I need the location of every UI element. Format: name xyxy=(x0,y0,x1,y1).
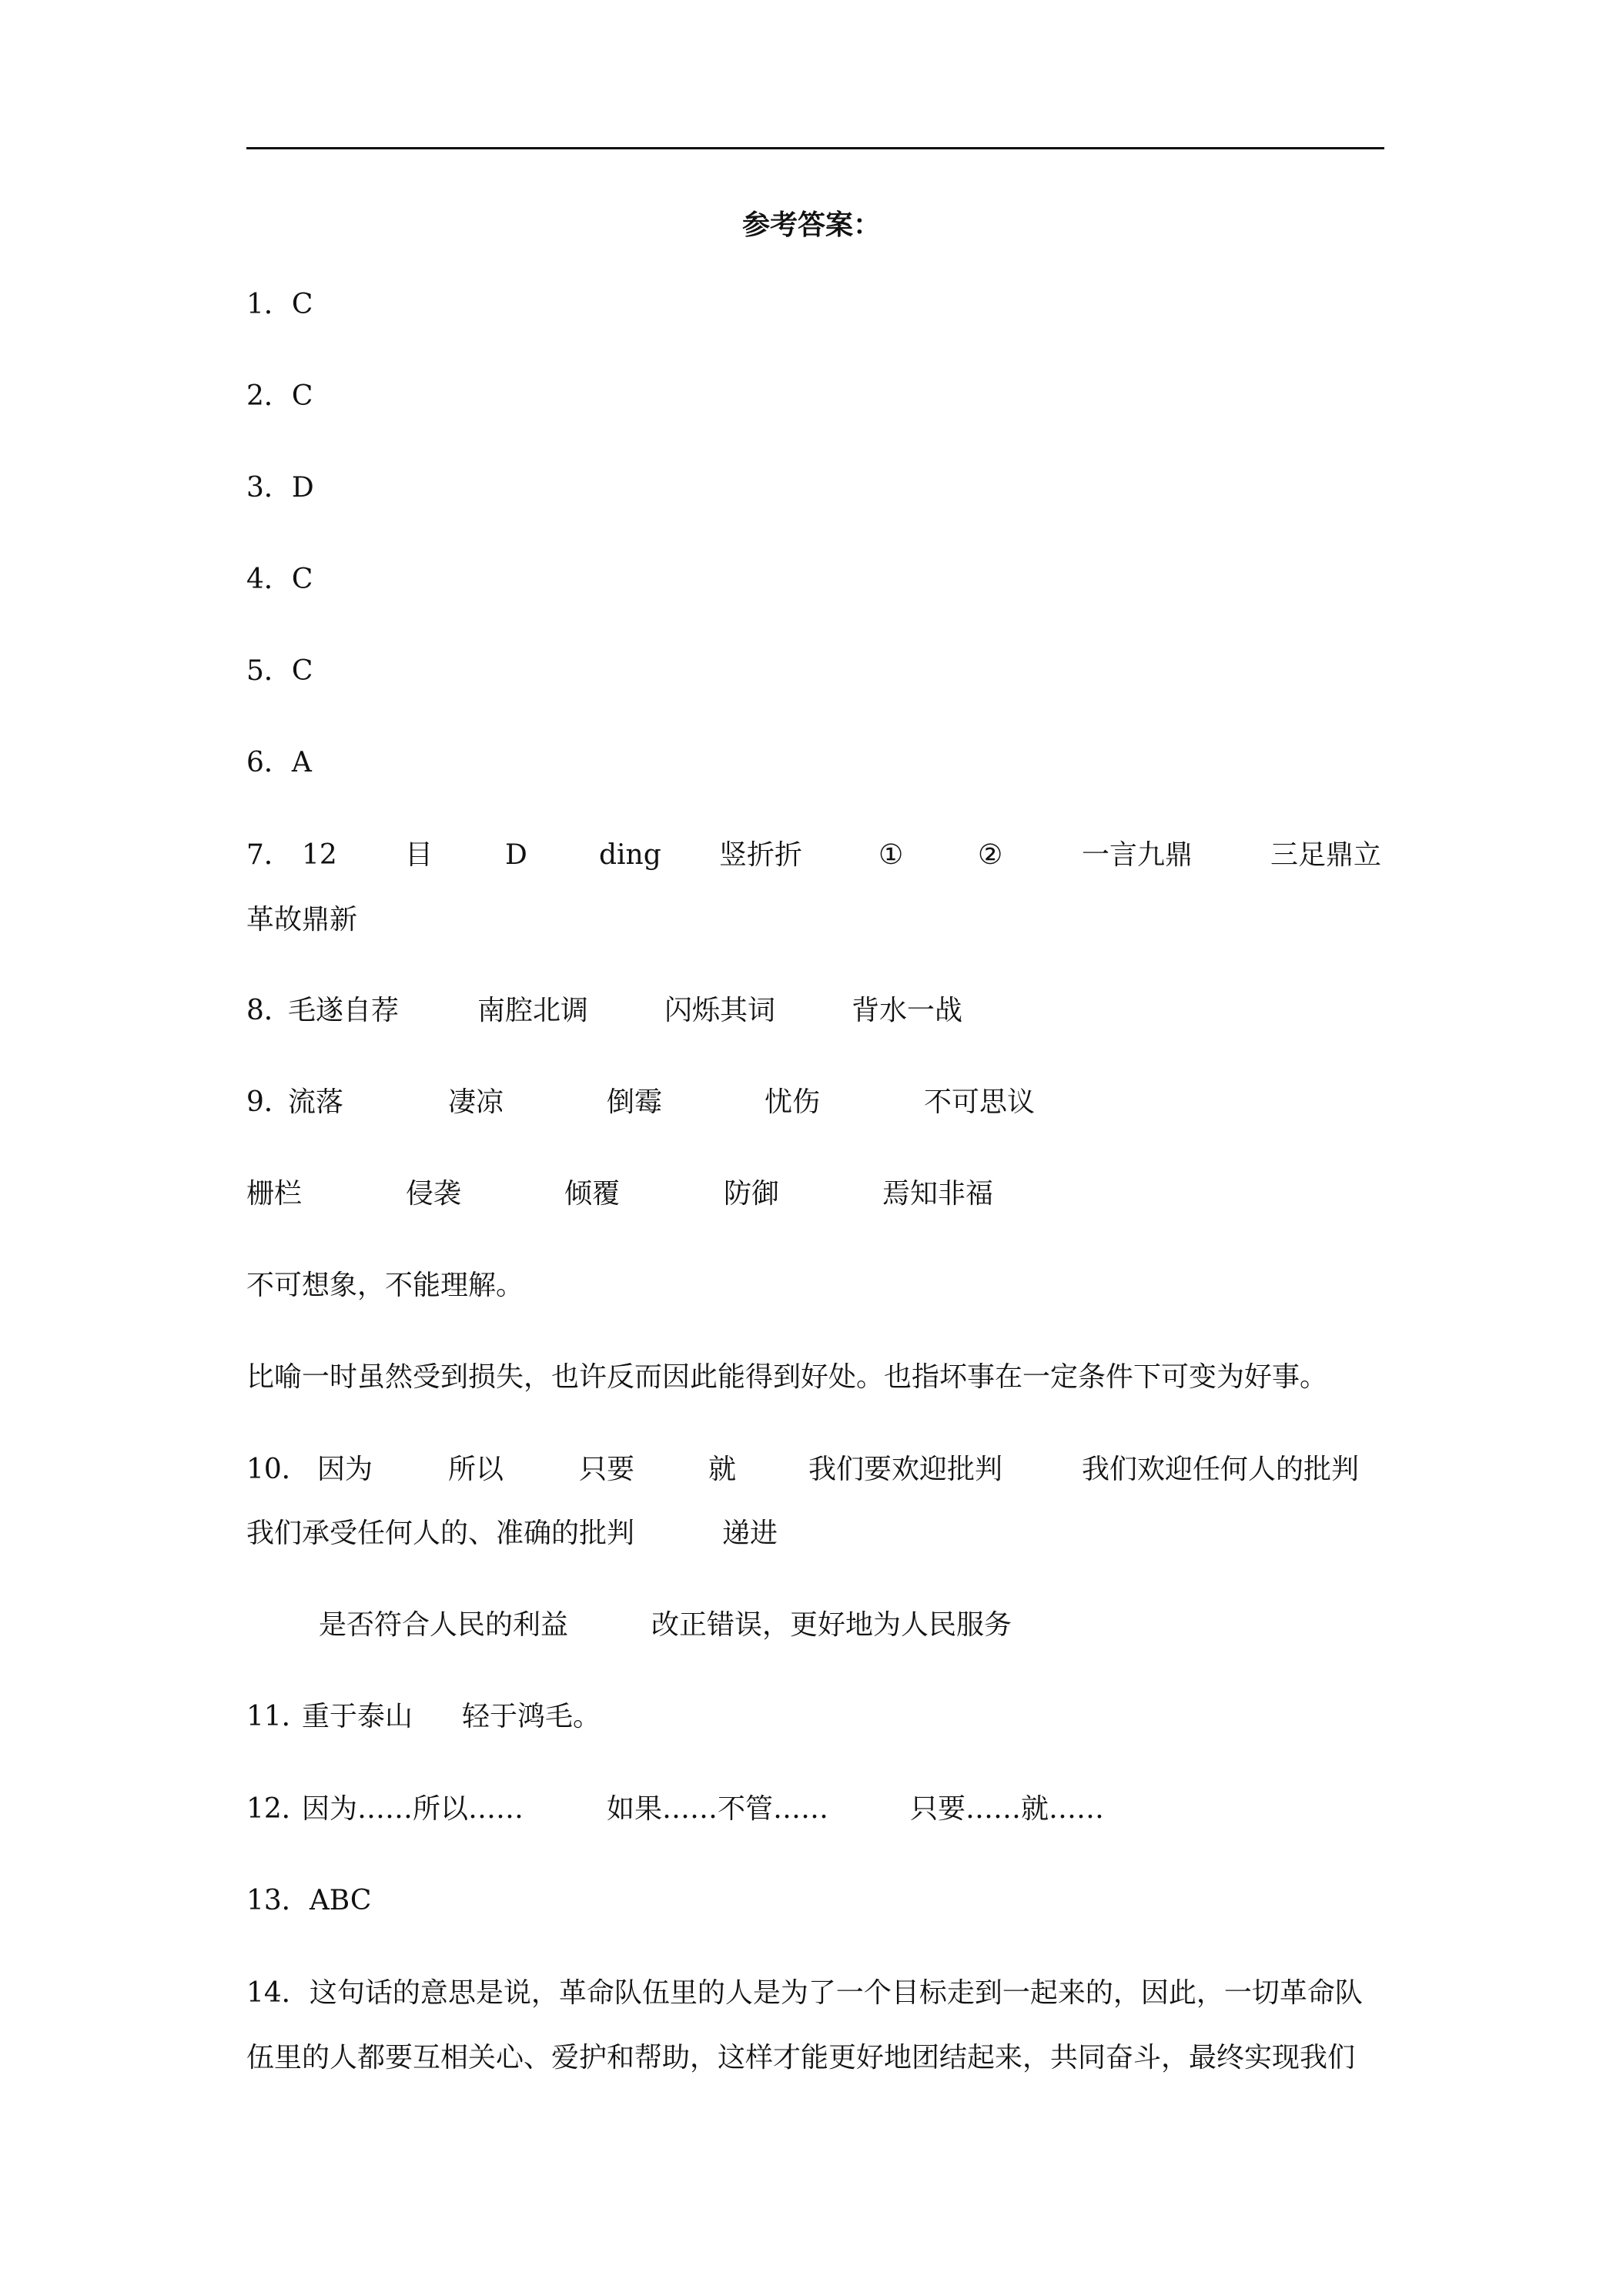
answer-5 xyxy=(246,648,313,694)
answer-item: 南腔北调 xyxy=(477,995,589,1026)
page-title: 参考答案： xyxy=(741,209,881,241)
answer-item: 防御 xyxy=(724,1178,780,1210)
answer-text: C xyxy=(291,564,313,595)
answer-number: 8． xyxy=(246,995,292,1026)
answer-item: 侵袭 xyxy=(406,1178,462,1210)
answer-item: 三足鼎立 xyxy=(1270,839,1382,871)
answer-9-explanation-1: 不可想象，不能理解。 xyxy=(246,1270,524,1301)
answer-item: 焉知非福 xyxy=(882,1178,994,1210)
answer-item: 因为……所以…… xyxy=(302,1793,524,1825)
answer-item: 只要 xyxy=(579,1454,635,1485)
answer-item: 所以 xyxy=(448,1454,504,1485)
answer-3 xyxy=(246,465,314,511)
answer-text: C xyxy=(291,380,313,412)
answer-item: ② xyxy=(978,839,1003,871)
answer-number: 1． xyxy=(246,289,292,320)
answer-number: 9． xyxy=(246,1086,292,1118)
answer-4 xyxy=(246,557,313,603)
answer-item: ding xyxy=(599,839,661,871)
answer-text: D xyxy=(291,472,314,504)
answer-item: 忧伤 xyxy=(765,1086,821,1118)
answer-14 xyxy=(246,1970,1363,2017)
answer-item: 目 xyxy=(405,839,433,871)
answer-item: 就 xyxy=(708,1454,737,1485)
answer-number: 11． xyxy=(246,1701,310,1732)
answer-item: 我们承受任何人的、准确的批判 xyxy=(246,1518,635,1549)
answer-item: 如果……不管…… xyxy=(607,1793,829,1825)
answer-number: 14． xyxy=(246,1977,310,2009)
answer-text: A xyxy=(291,747,312,778)
answer-item: 不可思议 xyxy=(924,1086,1036,1118)
header-rule xyxy=(246,147,1384,149)
answer-item: 闪烁其词 xyxy=(664,995,776,1026)
answer-item: 毛遂自荐 xyxy=(288,995,400,1026)
answer-number: 13． xyxy=(246,1885,310,1916)
answer-item: 竖折折 xyxy=(719,839,803,871)
answer-1 xyxy=(246,282,313,328)
answer-text: C xyxy=(291,289,313,320)
answer-item: 改正错误，更好地为人民服务 xyxy=(651,1609,1012,1641)
answer-item: D xyxy=(505,839,527,871)
answer-item: 流落 xyxy=(288,1086,344,1118)
answer-9-explanation-2: 比喻一时虽然受到损失，也许反而因此能得到好处。也指坏事在一定条件下可变为好事。 xyxy=(246,1361,1328,1393)
answer-item: 重于泰山 xyxy=(302,1701,413,1732)
answer-text: 这句话的意思是说，革命队伍里的人是为了一个目标走到一起来的，因此，一切革命队 xyxy=(309,1977,1363,2009)
answer-item: 只要……就…… xyxy=(910,1793,1105,1825)
answer-number: 3． xyxy=(246,472,292,504)
answer-item: 我们要欢迎批判 xyxy=(808,1454,1003,1485)
answer-item: 凄凉 xyxy=(448,1086,504,1118)
answer-item: 一言九鼎 xyxy=(1082,839,1193,871)
answer-text: C xyxy=(291,655,313,687)
answer-item: 我们欢迎任何人的批判 xyxy=(1082,1454,1360,1485)
answer-item: 是否符合人民的利益 xyxy=(319,1609,569,1641)
answer-item: 倾覆 xyxy=(564,1178,621,1210)
answer-item: 倒霉 xyxy=(607,1086,663,1118)
answer-14-continuation: 伍里的人都要互相关心、爱护和帮助，这样才能更好地团结起来，共同奋斗，最终实现我们 xyxy=(246,2042,1356,2073)
answer-13 xyxy=(246,1878,371,1924)
answer-item: 背水一战 xyxy=(852,995,963,1026)
answer-number: 5． xyxy=(246,655,292,687)
answer-2 xyxy=(246,373,313,420)
answer-item: 12 xyxy=(302,839,337,871)
answer-6 xyxy=(246,740,312,786)
answer-text: ABC xyxy=(309,1885,372,1916)
answer-number: 7． xyxy=(246,839,292,871)
answer-number: 10． xyxy=(246,1454,310,1485)
answer-item: 轻于鸿毛。 xyxy=(462,1701,601,1732)
answer-item: 栅栏 xyxy=(246,1178,303,1210)
answer-item: ① xyxy=(878,839,904,871)
answer-number: 12． xyxy=(246,1793,310,1825)
answer-number: 6． xyxy=(246,747,292,778)
answer-number: 2． xyxy=(246,380,292,412)
answer-item: 递进 xyxy=(722,1518,778,1549)
answer-7-continuation: 革故鼎新 xyxy=(246,904,358,935)
answer-number: 4． xyxy=(246,564,292,595)
answer-item: 因为 xyxy=(317,1454,373,1485)
